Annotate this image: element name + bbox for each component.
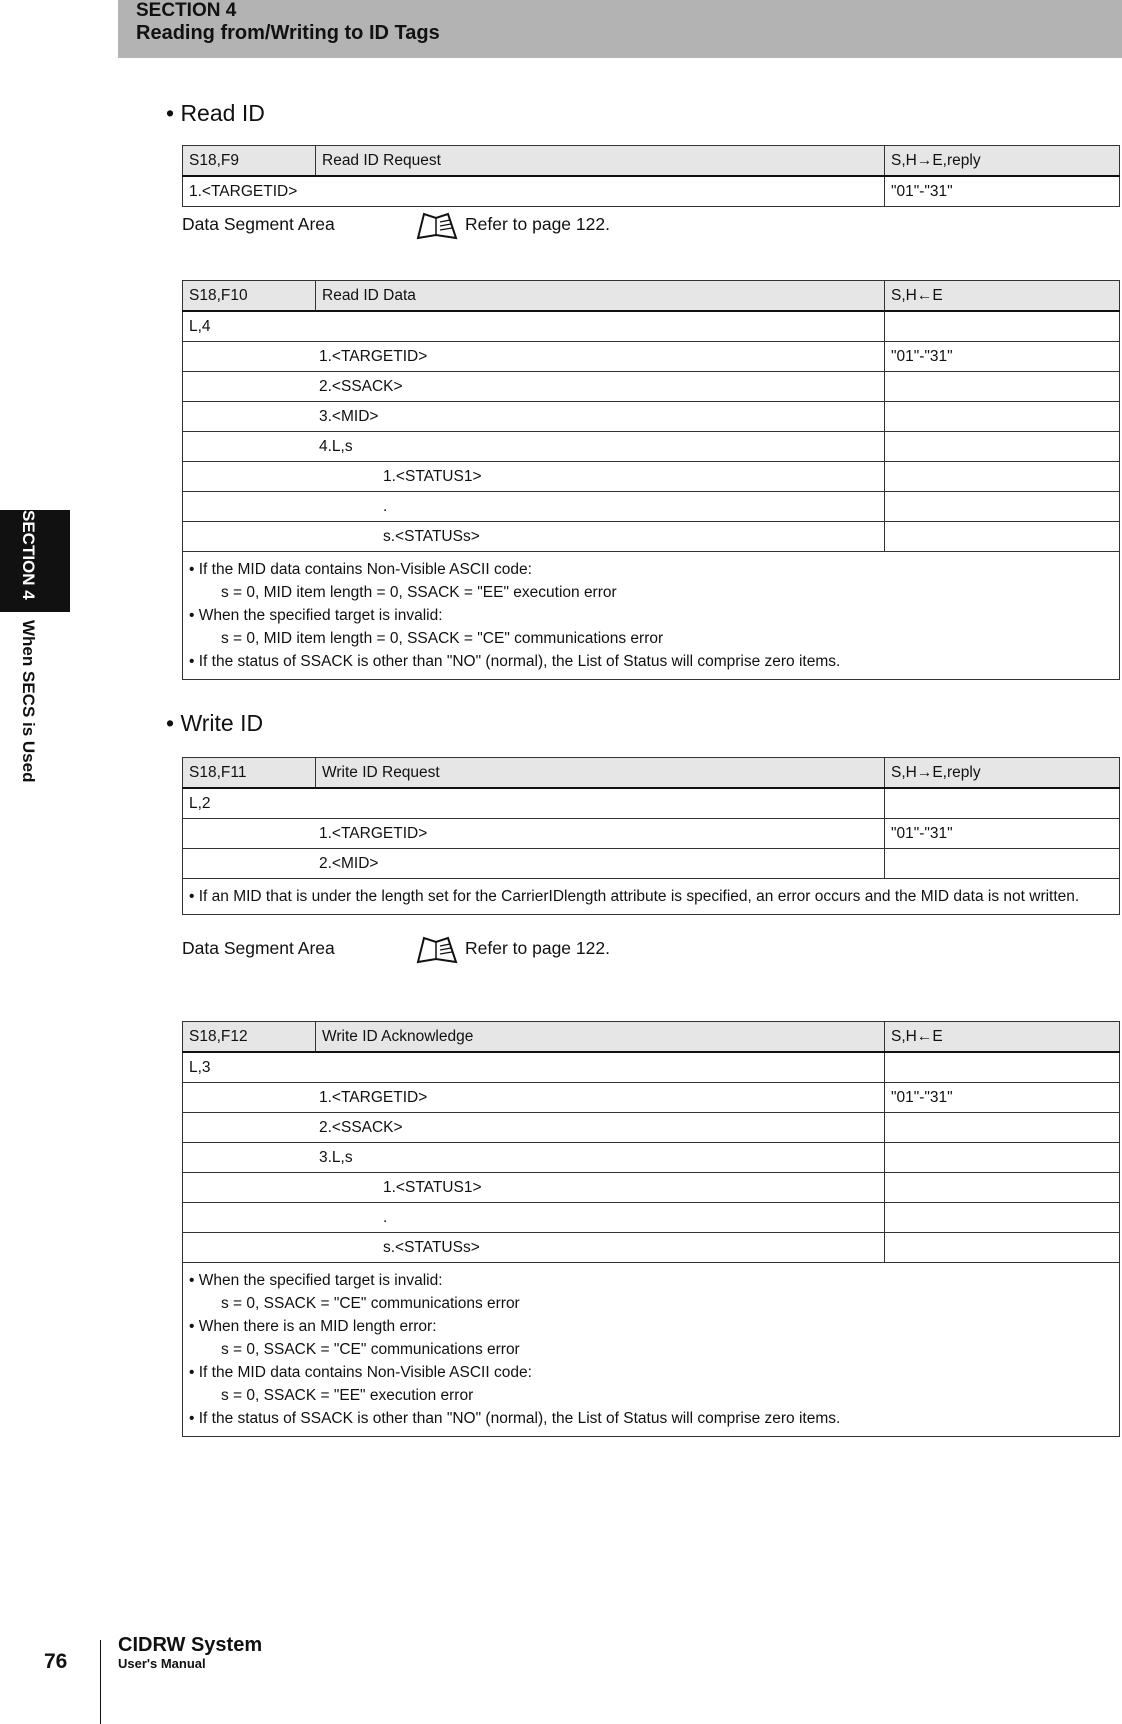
item-value: "01"-"31" xyxy=(885,176,1120,207)
notes-row xyxy=(183,1263,1120,1437)
page-number: 76 xyxy=(44,1650,68,1673)
note-line: s = 0, SSACK = "CE" communications error xyxy=(221,1341,520,1358)
table-row xyxy=(183,402,1120,432)
item-value xyxy=(885,1233,1120,1263)
table-header-row xyxy=(183,146,1120,177)
message-name: Read ID Data xyxy=(316,281,885,312)
direction: S,H→E,reply xyxy=(885,758,1120,789)
item-value xyxy=(885,1203,1120,1233)
item-value xyxy=(885,402,1120,432)
note-line: s = 0, MID item length = 0, SSACK = "EE" execution error xyxy=(221,584,617,601)
message-name: Write ID Request xyxy=(316,758,885,789)
note-line: s = 0, SSACK = "CE" communications error xyxy=(221,1295,520,1312)
page-reference: Refer to page 122. xyxy=(465,938,610,958)
item-value xyxy=(885,849,1120,879)
stream-function: S18,F11 xyxy=(183,758,316,789)
table-row xyxy=(183,1083,1120,1113)
table-row xyxy=(183,1113,1120,1143)
manual-name: User's Manual xyxy=(118,1656,206,1671)
product-name: CIDRW System xyxy=(118,1634,263,1656)
item: 1.<TARGETID> xyxy=(183,1083,885,1113)
note-line: • If the status of SSACK is other than "NO" (normal), the List of Status will comprise zero items. xyxy=(189,653,841,670)
side-tab-text xyxy=(18,510,38,782)
data-segment-note xyxy=(182,214,610,235)
item: 3.L,s xyxy=(183,1143,885,1173)
table-row xyxy=(183,372,1120,402)
item: L,4 xyxy=(183,311,885,342)
table-row xyxy=(183,311,1120,342)
note-line: s = 0, SSACK = "EE" execution error xyxy=(221,1387,474,1404)
stream-function: S18,F9 xyxy=(183,146,316,177)
table-row xyxy=(183,1203,1120,1233)
notes xyxy=(183,1263,1120,1437)
table-header-row xyxy=(183,758,1120,789)
table-row xyxy=(183,1052,1120,1083)
section-title: Reading from/Writing to ID Tags xyxy=(136,22,440,44)
book-reference-icon xyxy=(414,932,460,966)
item: 1.<STATUS1> xyxy=(183,462,885,492)
table-row xyxy=(183,849,1120,879)
table-row xyxy=(183,492,1120,522)
note-line: • When there is an MID length error: xyxy=(189,1318,437,1335)
item-value xyxy=(885,372,1120,402)
item-value xyxy=(885,1052,1120,1083)
table-row xyxy=(183,819,1120,849)
note-line: • If the MID data contains Non-Visible ASCII code: xyxy=(189,561,532,578)
section-number: SECTION 4 xyxy=(136,0,237,21)
item: 1.<TARGETID> xyxy=(183,176,885,207)
direction: S,H←E xyxy=(885,1022,1120,1053)
item: 1.<STATUS1> xyxy=(183,1173,885,1203)
item-value xyxy=(885,492,1120,522)
table-header-row xyxy=(183,1022,1120,1053)
table-row xyxy=(183,176,1120,207)
note-line: • When the specified target is invalid: xyxy=(189,607,443,624)
notes-row xyxy=(183,879,1120,915)
item: L,3 xyxy=(183,1052,885,1083)
item: . xyxy=(183,492,885,522)
item: 2.<SSACK> xyxy=(183,372,885,402)
item-value xyxy=(885,788,1120,819)
item: 2.<MID> xyxy=(183,849,885,879)
note-line: • If an MID that is under the length set for the CarrierIDlength attribute is specified, an error occurs and the MID data is not written. xyxy=(189,888,1080,905)
item: s.<STATUSs> xyxy=(183,522,885,552)
write-id-heading: • Write ID xyxy=(166,710,264,736)
item-value xyxy=(885,311,1120,342)
table-header-row xyxy=(183,281,1120,312)
note-line: • If the MID data contains Non-Visible ASCII code: xyxy=(189,1364,532,1381)
item: 2.<SSACK> xyxy=(183,1113,885,1143)
table-row xyxy=(183,432,1120,462)
side-tab-label: When SECS is Used xyxy=(19,620,38,783)
item: s.<STATUSs> xyxy=(183,1233,885,1263)
item: . xyxy=(183,1203,885,1233)
item: L,2 xyxy=(183,788,885,819)
stream-function: S18,F10 xyxy=(183,281,316,312)
item-value xyxy=(885,1173,1120,1203)
item-value xyxy=(885,1143,1120,1173)
item: 4.L,s xyxy=(183,432,885,462)
notes xyxy=(183,879,1120,915)
item-value: "01"-"31" xyxy=(885,342,1120,372)
item: 1.<TARGETID> xyxy=(183,342,885,372)
section-header xyxy=(118,0,1122,58)
page-reference: Refer to page 122. xyxy=(465,214,610,234)
table-row xyxy=(183,522,1120,552)
table-row xyxy=(183,1233,1120,1263)
table-row xyxy=(183,788,1120,819)
s18f10-table xyxy=(182,280,1120,680)
item: 1.<TARGETID> xyxy=(183,819,885,849)
item-value: "01"-"31" xyxy=(885,819,1120,849)
book-reference-icon xyxy=(414,208,460,242)
s18f12-table xyxy=(182,1021,1120,1437)
data-segment-note xyxy=(182,938,610,959)
notes-row xyxy=(183,552,1120,680)
footer-divider xyxy=(100,1640,101,1724)
side-tab-section: SECTION 4 xyxy=(19,510,38,600)
item-value xyxy=(885,522,1120,552)
s18f11-table xyxy=(182,757,1120,915)
stream-function: S18,F12 xyxy=(183,1022,316,1053)
table-row xyxy=(183,342,1120,372)
note-line: s = 0, MID item length = 0, SSACK = "CE" communications error xyxy=(221,630,664,647)
item-value: "01"-"31" xyxy=(885,1083,1120,1113)
data-segment-label: Data Segment Area xyxy=(182,938,335,958)
notes xyxy=(183,552,1120,680)
direction: S,H→E,reply xyxy=(885,146,1120,177)
message-name: Write ID Acknowledge xyxy=(316,1022,885,1053)
direction: S,H←E xyxy=(885,281,1120,312)
message-name: Read ID Request xyxy=(316,146,885,177)
note-line: • If the status of SSACK is other than "NO" (normal), the List of Status will comprise zero items. xyxy=(189,1410,841,1427)
note-line: • When the specified target is invalid: xyxy=(189,1272,443,1289)
item-value xyxy=(885,432,1120,462)
item: 3.<MID> xyxy=(183,402,885,432)
data-segment-label: Data Segment Area xyxy=(182,214,335,234)
item-value xyxy=(885,1113,1120,1143)
s18f9-table xyxy=(182,145,1120,207)
item-value xyxy=(885,462,1120,492)
table-row xyxy=(183,1173,1120,1203)
read-id-heading: • Read ID xyxy=(166,100,265,126)
table-row xyxy=(183,1143,1120,1173)
table-row xyxy=(183,462,1120,492)
